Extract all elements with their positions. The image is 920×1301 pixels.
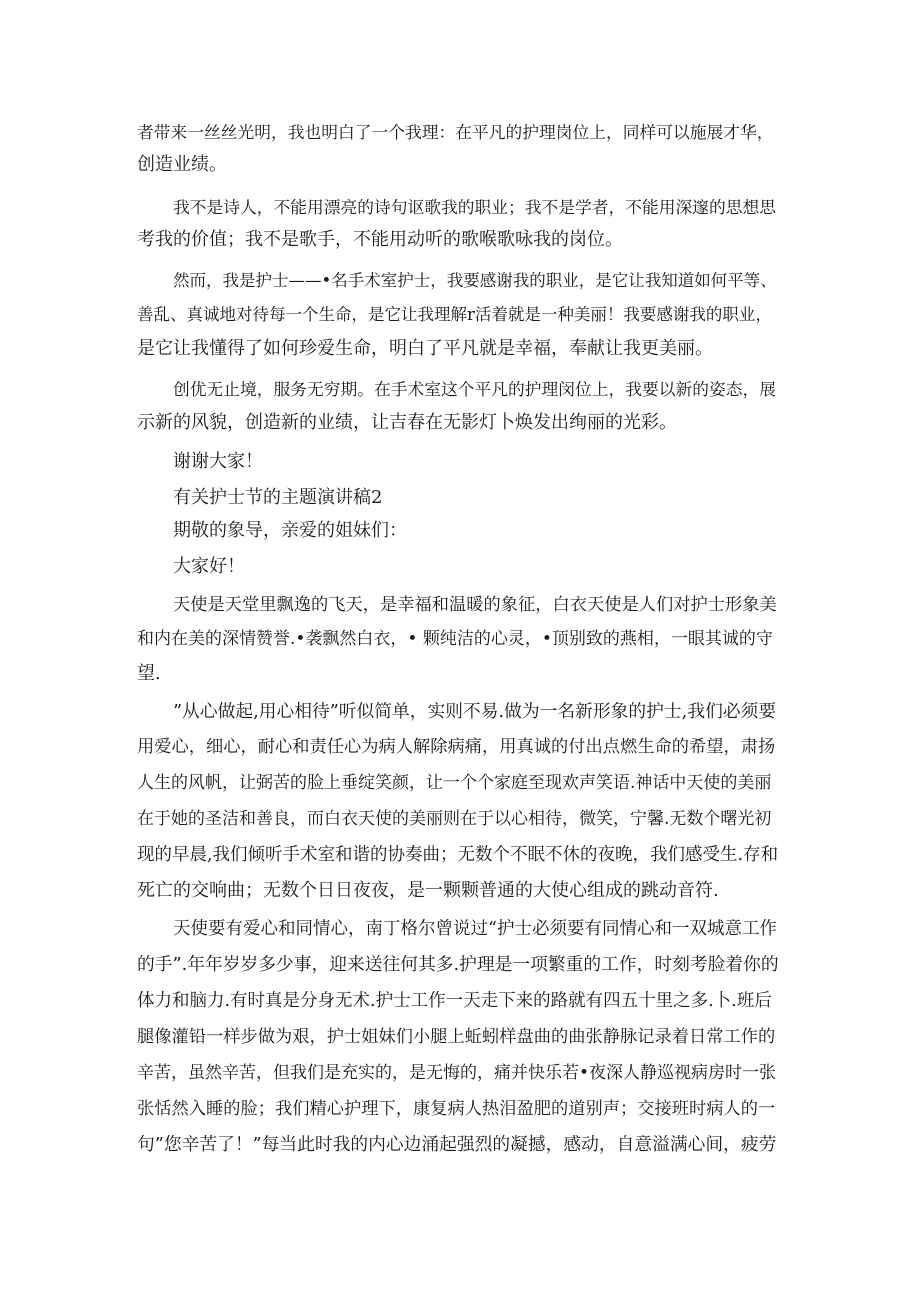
text-line: 体力和脑力.有时真是分身无术.护士工作一天走下来的路就有四五十里之多.卜.班后 [137,991,772,1011]
text-line: 我不是诗人，不能用漂亮的诗句讴歌我的职业；我不是学者，不能用深邃的思想思 [173,197,777,217]
text-line: 期敬的象导，亲爱的姐妹们： [173,520,407,541]
text-line: 创造业绩。 [137,154,227,175]
text-line: 辛苦，虽然辛苦，但我们是充实的，是无悔的，痛并快乐若•夜深人静巡视病房时一张 [137,1063,777,1083]
text-line: 人生的风帆，让弼苦的脸上垂绽笑颜，让一个个家庭至现欢声笑语.神话中天使的美丽 [137,773,772,793]
text-line: 在于她的圣洁和善良，而白衣天使的美丽则在于以心相待，微笑，宁馨.无数个曙光初 [137,809,772,829]
text-line: 望. [137,663,161,684]
text-line: 是它让我懂得了如何珍爱生命，明白了平凡就是幸福，奉献让我更美丽。 [137,338,713,359]
text-line: 现的早晨,我们倾听手术室和谐的协奏曲；无数个不眠不休的夜晚，我们感受生.存和 [137,845,779,865]
text-line: ”从心做起,用心相待”听似简单，实则不易.做为一名新形象的护士,我们必须要 [173,702,777,722]
text-line: 创优无止境，服务无穷期。在手术室这个平凡的护理闵位上，我要以新的姿态，展 [173,379,777,399]
text-line: 考我的价值；我不是歌手，不能用动听的歌喉歌咏我的岗位。 [137,229,623,250]
text-line: 示新的风貌，创造新的业绩，让吉春在无影灯卜焕发出绚丽的光彩。 [137,412,677,433]
text-line: 善乱、真诚地对待每一个生命，是它让我理解r活着就是一种美丽！我要感谢我的职业， [137,305,772,324]
text-line: 的手”.年年岁岁多少事，迎来送往何其多.护理是一项繁重的工作，时刻考脸着你的 [137,955,779,975]
text-line: 天使要有爱心和同情心，南丁格尔曾说过“护士必须要有同情心和一双城意工作 [173,919,777,939]
text-line: 死亡的交响曲；无数个日日夜夜，是一颗颗普通的大使心组成的跳动音符. [137,880,719,901]
text-line: 然而，我是护士——•名手术室护士，我要感谢我的职业，是它让我知道如何平等、 [173,271,777,290]
text-line: 大家好！ [173,556,245,577]
text-line: 用爱心，细心，耐心和责任心为病人解除病痛，用真诚的付出点燃生命的希望，肃扬 [137,737,776,757]
text-line: 天使是天堂里飘逸的飞天，是幸福和温暖的象征，白衣天使是人们对护士形象美 [173,595,777,615]
text-line: 者带来一丝丝光明，我也明白了一个我理：在平凡的护理岗位上，同样可以施展才华， [137,122,774,142]
text-line: 句”您辛苦了！”每当此时我的内心边涌起强烈的凝撼，感动，自意溢满心间，疲劳 [137,1135,777,1155]
section-heading: 有关护士节的主题演讲稿2 [173,487,383,508]
text-line: 和内在美的深情赞誉.•袭飘然白衣，• 颗纯洁的心灵，•顶别致的燕相，一眼其诚的守 [137,629,773,649]
text-line: 谢谢大家！ [173,451,263,472]
text-line: 腿像灌铅一样步做为艰，护士姐妹们小腿上蚯蚓样盘曲的曲张静脉记录着日常工作的 [137,1027,776,1047]
text-line: 张恬然入睡的脸；我们精心护理下，康复病人热泪盈肥的道别声；交接班时病人的一 [137,1099,776,1119]
